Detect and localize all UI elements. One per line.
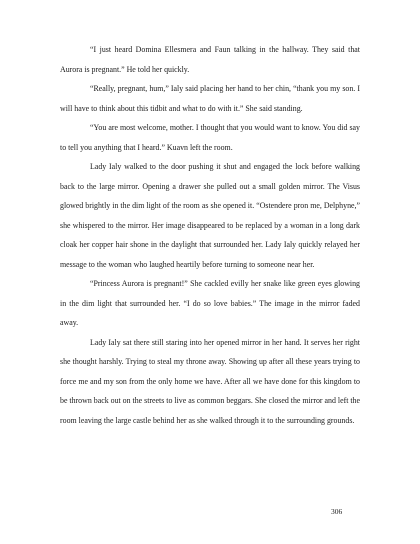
paragraph-5: “Princess Aurora is pregnant!” She cackled evilly her snake like green eyes glowing in the dim light that surrounded her. “I do so love babies.” The image in the mirror faded away. <box>60 279 360 327</box>
paragraph-1: “I just heard Domina Ellesmera and Faun talking in the hallway. They said that Aurora is pregnant.” He told her quickly. <box>60 45 360 74</box>
paragraph-4: Lady Ialy walked to the door pushing it shut and engaged the lock before walking back to the large mirror. Opening a drawer she pulled out a small golden mirror. The Visus glowed brightly in the dim light of the room as she opened it. “Ostendere pron me, Delphyne,” she whispered to the mirror. Her image disappeared to be replaced by a woman in a long dark cloak her copper hair shone in the daylight that surrounded her. Lady Ialy quickly relayed her message to the woman who laughed heartily before turning to someone near her. <box>60 162 360 269</box>
paragraph-6: Lady Ialy sat there still staring into her opened mirror in her hand. It serves her right she thought harshly. Trying to steal my throne away. Showing up after all these years trying to force me and my son from the only home we have. After all we have done for this kingdom to be thrown back out on the streets to live as common beggars. She closed the mirror and left the room leaving the large castle behind her as she walked through it to the surrounding grounds. <box>60 337 360 425</box>
body-text <box>60 40 360 430</box>
page-number: 306 <box>331 507 343 516</box>
paragraph-3: “You are most welcome, mother. I thought that you would want to know. You did say to tell you anything that I heard.” Kuavn left the room. <box>60 123 360 152</box>
paragraph-2: “Really, pregnant, hum,” Ialy said placing her hand to her chin, “thank you my son. I will have to think about this tidbit and what to do with it.” She said standing. <box>60 84 360 113</box>
